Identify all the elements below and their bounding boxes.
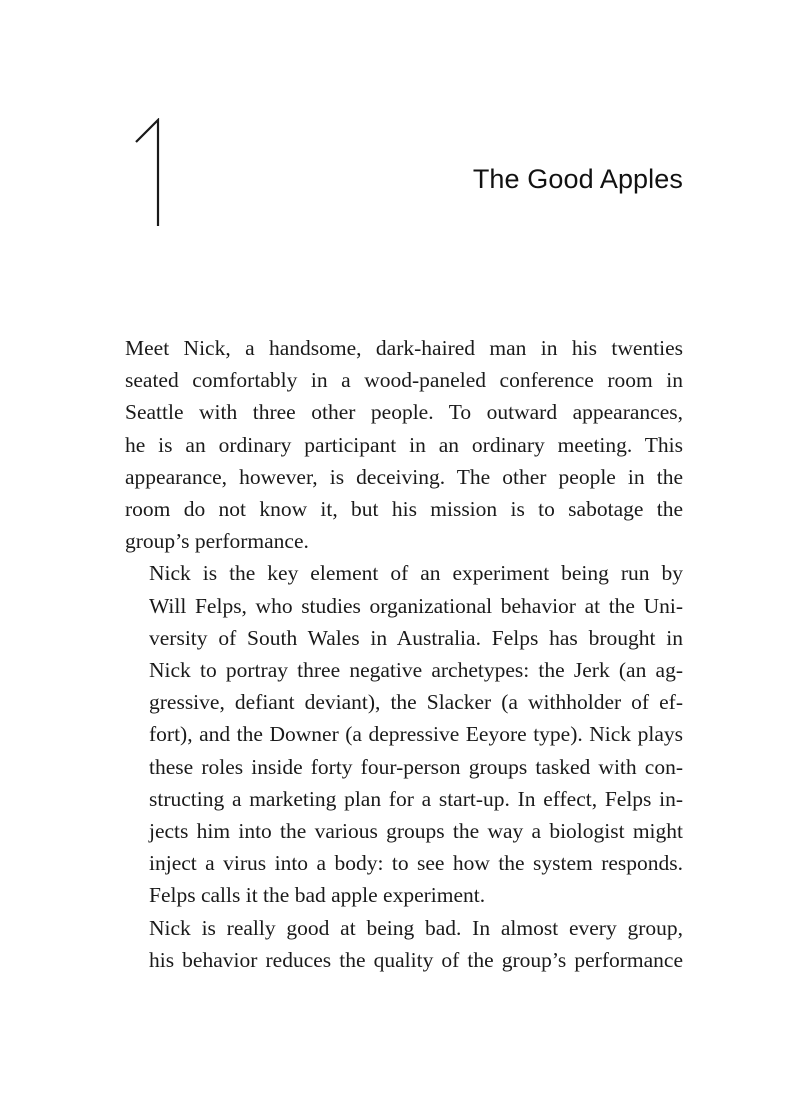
text-line: inject a virus into a body: to see how the system responds. (149, 851, 683, 876)
text-line: versity of South Wales in Australia. Felps has brought in (149, 625, 683, 650)
paragraph (125, 557, 683, 911)
text-line: seated comfortably in a wood-paneled conference room in (125, 368, 683, 393)
text-line: appearance, however, is deceiving. The other people in the (125, 464, 683, 489)
paragraph (125, 912, 683, 976)
text-line: Seattle with three other people. To outward appearances, (125, 400, 683, 425)
paragraph (125, 332, 683, 557)
text-line: he is an ordinary participant in an ordinary meeting. This (125, 432, 683, 457)
text-line: group’s performance. (125, 529, 309, 554)
chapter-body (125, 332, 683, 976)
text-line: Nick to portray three negative archetypes: the Jerk (an ag- (149, 658, 683, 683)
text-line: Meet Nick, a handsome, dark-haired man in his twenties (125, 336, 683, 360)
text-line: room do not know it, but his mission is to sabotage the (125, 497, 683, 522)
chapter-number (132, 118, 192, 230)
chapter-title: The Good Apples (472, 164, 683, 194)
text-line: Will Felps, who studies organizational behavior at the Uni- (149, 593, 683, 618)
chapter-number-glyph (132, 118, 192, 230)
text-line: jects him into the various groups the way a biologist might (149, 819, 683, 844)
text-line: structing a marketing plan for a start-up. In effect, Felps in- (149, 786, 683, 811)
text-line: these roles inside forty four-person groups tasked with con- (149, 754, 683, 779)
text-line: Felps calls it the bad apple experiment. (149, 883, 486, 908)
text-line: fort), and the Downer (a depressive Eeyore type). Nick plays (149, 722, 683, 747)
chapter-number-text (132, 230, 133, 231)
text-line: his behavior reduces the quality of the group’s performance (149, 947, 683, 972)
text-line: gressive, defiant deviant), the Slacker (a withholder of ef- (149, 690, 683, 715)
text-line: Nick is really good at being bad. In almost every group, (149, 915, 683, 940)
text-line: Nick is the key element of an experiment being run by (149, 561, 683, 586)
